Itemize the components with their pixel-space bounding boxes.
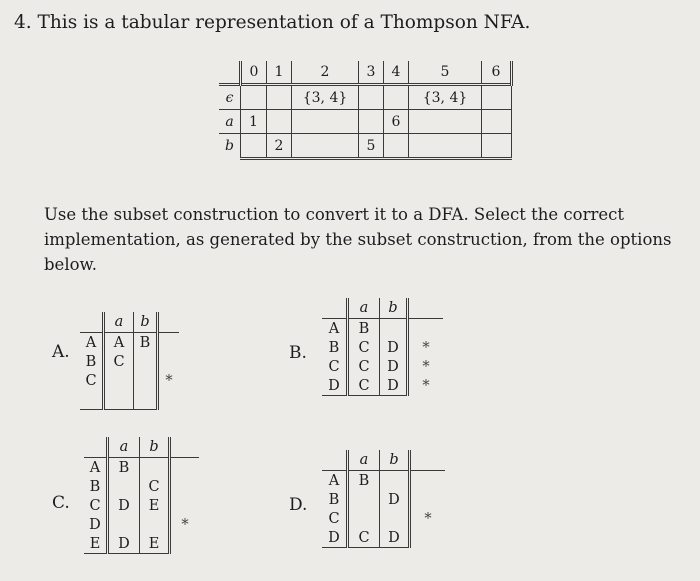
dfa-state: D <box>322 528 348 548</box>
nfa-state-5: 5 <box>409 61 482 85</box>
dfa-filler <box>158 390 180 409</box>
nfa-state-0: 0 <box>241 61 267 85</box>
nfa-row-a <box>219 110 512 134</box>
nfa-symbol-a: a <box>219 110 241 134</box>
nfa-cell <box>482 110 512 134</box>
option-c-header-b: b <box>140 437 170 458</box>
accept-marker <box>170 477 200 496</box>
option-a-header-a: a <box>104 312 134 333</box>
option-b-header-row <box>322 298 443 319</box>
dfa-state: A <box>322 319 348 339</box>
dfa-cell <box>380 471 410 491</box>
accept-marker: * <box>165 372 173 389</box>
dfa-state: D <box>84 515 108 534</box>
table-row <box>84 515 199 534</box>
accept-marker <box>158 333 180 353</box>
nfa-state-4: 4 <box>384 61 409 85</box>
nfa-cell: 6 <box>384 110 409 134</box>
dfa-cell: D <box>380 490 410 509</box>
accept-marker <box>170 496 200 515</box>
accept-marker <box>410 490 446 509</box>
dfa-state: B <box>80 352 104 371</box>
nfa-row-b <box>219 134 512 159</box>
table-row <box>322 338 443 357</box>
instructions-text: Use the subset construction to convert it to a DFA. Select the correct implementation, as generated by the subset construction, from the options below. <box>44 205 672 274</box>
table-row <box>84 458 199 478</box>
table-row <box>322 376 443 396</box>
dfa-filler <box>104 390 134 409</box>
nfa-state-3: 3 <box>359 61 384 85</box>
nfa-cell <box>482 85 512 110</box>
dfa-cell <box>380 509 410 528</box>
dfa-cell <box>380 319 408 339</box>
dfa-cell: D <box>380 338 408 357</box>
nfa-cell <box>384 134 409 159</box>
dfa-cell: D <box>380 376 408 396</box>
dfa-state: B <box>322 338 348 357</box>
table-row <box>322 528 445 548</box>
table-filler-row <box>80 390 179 409</box>
nfa-cell: 2 <box>267 134 292 159</box>
option-b-label[interactable]: B. <box>289 343 307 363</box>
dfa-cell: C <box>348 528 380 548</box>
dfa-cell: C <box>104 352 134 371</box>
table-row <box>322 357 443 376</box>
dfa-cell: C <box>348 376 380 396</box>
nfa-table <box>219 61 513 160</box>
nfa-cell <box>384 85 409 110</box>
dfa-state: C <box>80 371 104 390</box>
nfa-cell <box>267 85 292 110</box>
accept-marker <box>158 352 180 371</box>
option-b-header-b: b <box>380 298 408 319</box>
dfa-cell: B <box>108 458 140 478</box>
accept-marker <box>410 528 446 548</box>
option-a-header-b: b <box>134 312 158 333</box>
nfa-header-row <box>219 61 512 85</box>
dfa-state: C <box>322 509 348 528</box>
option-c-table[interactable] <box>84 437 199 554</box>
table-row <box>84 477 199 496</box>
option-a-table[interactable] <box>80 312 179 410</box>
option-d-label[interactable]: D. <box>289 495 308 515</box>
table-row <box>80 371 179 390</box>
dfa-cell <box>108 477 140 496</box>
option-d-header-a: a <box>348 450 380 471</box>
option-d-header-row <box>322 450 445 471</box>
option-d-corner <box>322 450 348 471</box>
dfa-cell: B <box>134 333 158 353</box>
option-b-table[interactable] <box>322 298 443 396</box>
nfa-symbol-b: b <box>219 134 241 159</box>
nfa-cell: {3, 4} <box>292 85 359 110</box>
nfa-state-1: 1 <box>267 61 292 85</box>
nfa-state-6: 6 <box>482 61 512 85</box>
dfa-cell: C <box>140 477 170 496</box>
dfa-filler <box>134 390 158 409</box>
dfa-state: D <box>322 376 348 396</box>
accept-marker: * <box>181 516 189 533</box>
dfa-cell: A <box>104 333 134 353</box>
dfa-cell <box>140 458 170 478</box>
dfa-state: B <box>322 490 348 509</box>
nfa-cell <box>241 85 267 110</box>
dfa-state: E <box>84 534 108 554</box>
dfa-filler <box>80 390 104 409</box>
nfa-cell <box>292 134 359 159</box>
dfa-cell <box>134 371 158 390</box>
table-row <box>84 496 199 515</box>
option-a-accept-header <box>158 312 180 333</box>
nfa-cell <box>359 85 384 110</box>
dfa-cell: E <box>140 496 170 515</box>
dfa-cell: D <box>108 496 140 515</box>
option-b-header-a: a <box>348 298 380 319</box>
option-c-accept-header <box>170 437 200 458</box>
nfa-cell <box>267 110 292 134</box>
accept-marker: * <box>422 358 430 375</box>
dfa-cell: B <box>348 471 380 491</box>
table-row <box>322 509 445 528</box>
dfa-cell: D <box>380 528 410 548</box>
option-d-header-b: b <box>380 450 410 471</box>
dfa-state: A <box>84 458 108 478</box>
dfa-cell <box>108 515 140 534</box>
nfa-cell <box>409 134 482 159</box>
nfa-cell <box>482 134 512 159</box>
dfa-cell <box>134 352 158 371</box>
accept-marker: * <box>422 339 430 356</box>
nfa-cell <box>241 134 267 159</box>
dfa-cell: C <box>348 338 380 357</box>
dfa-cell: B <box>348 319 380 339</box>
nfa-state-2: 2 <box>292 61 359 85</box>
table-row <box>80 333 179 353</box>
dfa-state: A <box>80 333 104 353</box>
dfa-cell: C <box>348 357 380 376</box>
nfa-cell <box>409 110 482 134</box>
option-a-label[interactable]: A. <box>52 342 70 362</box>
accept-marker: * <box>424 510 432 527</box>
option-b-accept-header <box>408 298 444 319</box>
option-c-corner <box>84 437 108 458</box>
accept-marker <box>170 534 200 554</box>
dfa-cell <box>348 490 380 509</box>
nfa-cell: 5 <box>359 134 384 159</box>
option-c-header-a: a <box>108 437 140 458</box>
table-row <box>84 534 199 554</box>
dfa-cell <box>348 509 380 528</box>
dfa-cell <box>104 371 134 390</box>
dfa-state: B <box>84 477 108 496</box>
accept-marker: * <box>422 377 430 394</box>
option-d-accept-header <box>410 450 446 471</box>
table-row <box>322 319 443 339</box>
dfa-cell: D <box>380 357 408 376</box>
table-row <box>80 352 179 371</box>
table-row <box>322 471 445 491</box>
dfa-cell <box>140 515 170 534</box>
dfa-state: C <box>322 357 348 376</box>
nfa-cell: {3, 4} <box>409 85 482 110</box>
accept-marker <box>410 471 446 491</box>
question-title: 4. This is a tabular representation of a Thompson NFA. <box>14 12 531 33</box>
option-b-corner <box>322 298 348 319</box>
nfa-cell <box>359 110 384 134</box>
accept-marker <box>408 319 444 339</box>
accept-marker <box>170 458 200 478</box>
dfa-state: A <box>322 471 348 491</box>
nfa-corner-cell <box>219 61 241 85</box>
dfa-cell: E <box>140 534 170 554</box>
nfa-symbol-epsilon: ϵ <box>219 85 241 110</box>
option-a-header-row <box>80 312 179 333</box>
nfa-cell: 1 <box>241 110 267 134</box>
nfa-cell <box>292 110 359 134</box>
table-row <box>322 490 445 509</box>
option-a-corner <box>80 312 104 333</box>
nfa-row-epsilon <box>219 85 512 110</box>
option-c-header-row <box>84 437 199 458</box>
dfa-cell: D <box>108 534 140 554</box>
option-d-table[interactable] <box>322 450 445 548</box>
dfa-state: C <box>84 496 108 515</box>
option-c-label[interactable]: C. <box>52 493 70 513</box>
